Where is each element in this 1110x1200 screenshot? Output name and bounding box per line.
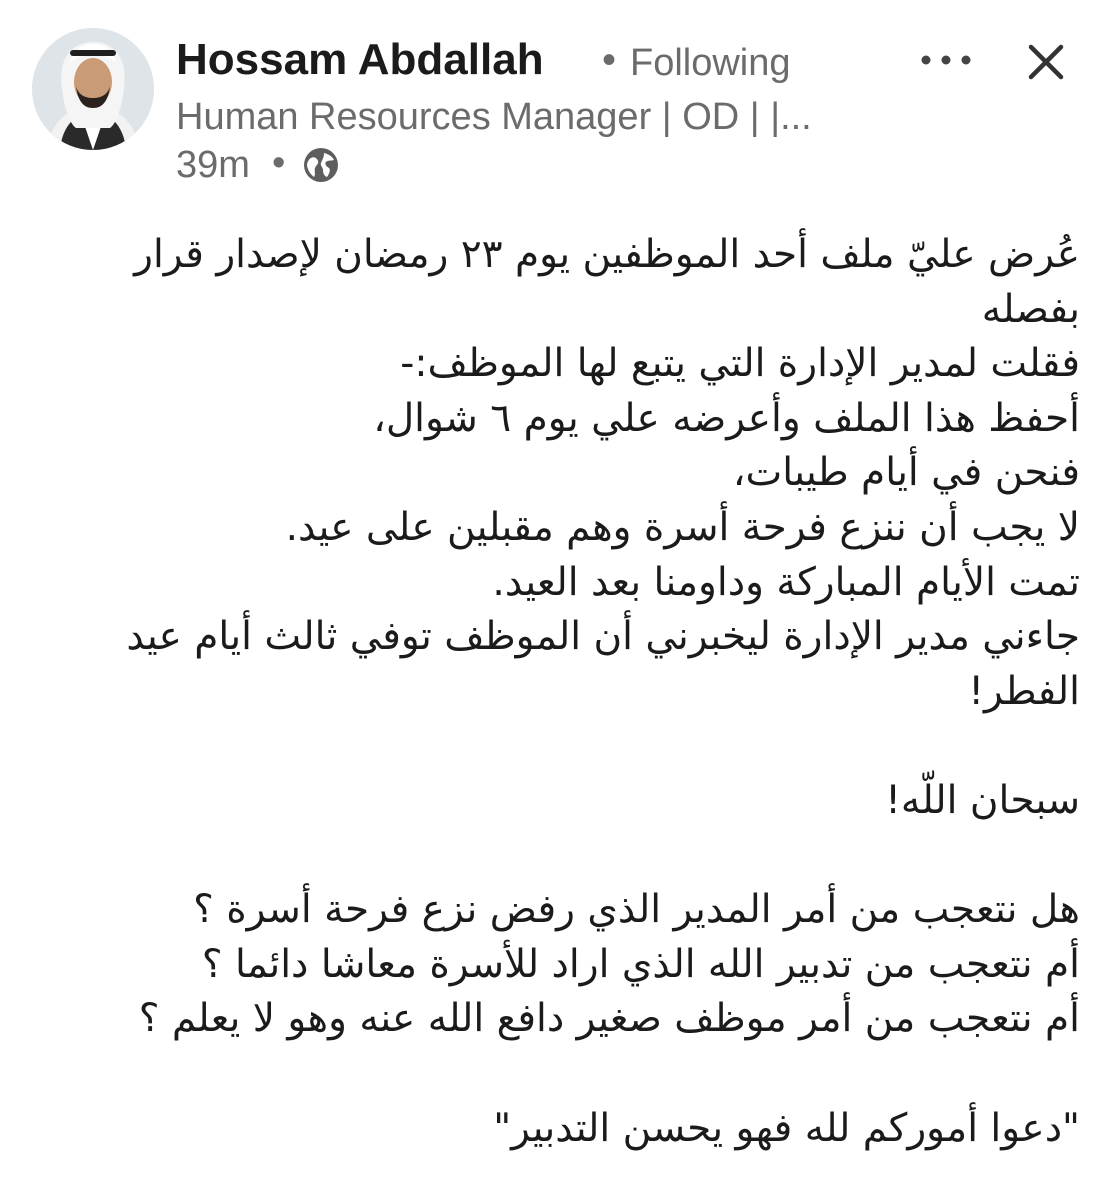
follow-separator: •	[602, 38, 617, 82]
author-name[interactable]: Hossam Abdallah	[176, 35, 544, 84]
post-blank-line	[30, 829, 1080, 884]
avatar-photo-icon	[32, 28, 154, 150]
post-line: لا يجب أن ننزع فرحة أسرة وهم مقبلين على عيد.	[285, 504, 1080, 550]
post-line: "دعوا أموركم لله فهو يحسن التدبير"	[493, 1105, 1080, 1151]
post-line: فقلت لمدير الإدارة التي يتبع لها الموظف:-	[400, 341, 1080, 387]
close-icon[interactable]	[1026, 42, 1066, 82]
post-line: هل نتعجب من أمر المدير الذي رفض نزع فرحة أسرة ؟	[193, 887, 1080, 933]
post-line: أم نتعجب من أمر موظف صغير دافع الله عنه وهو لا يعلم ؟	[138, 996, 1080, 1042]
following-status[interactable]: Following	[630, 42, 791, 84]
post-blank-line	[30, 719, 1080, 774]
author-avatar[interactable]	[32, 28, 154, 150]
time-separator: •	[272, 142, 286, 184]
post-line: بفصله	[981, 286, 1080, 332]
post-line: سبحان اللّه!	[885, 777, 1080, 823]
post-line: عُرض عليّ ملف أحد الموظفين يوم ٢٣ رمضان لإصدار قرار	[134, 232, 1080, 277]
globe-icon	[302, 146, 340, 184]
post-line: الفطر!	[968, 668, 1080, 714]
post-line: أحفظ هذا الملف وأعرضه علي يوم ٦ شوال،	[373, 395, 1080, 441]
post-line: تمت الأيام المباركة وداومنا بعد العيد.	[492, 559, 1080, 605]
more-horizontal-icon[interactable]	[918, 46, 974, 74]
post-line: أم نتعجب من تدبير الله الذي اراد للأسرة معاشا دائما ؟	[201, 941, 1080, 987]
post-body-text	[30, 228, 1080, 1156]
author-headline: Human Resources Manager | OD | |...	[176, 96, 812, 138]
post-timestamp[interactable]: 39m	[176, 144, 250, 186]
post-line: جاءني مدير الإدارة ليخبرني أن الموظف توفي ثالث أيام عيد	[126, 614, 1080, 660]
post-blank-line	[30, 1047, 1080, 1102]
post-line: فنحن في أيام طيبات،	[732, 450, 1080, 496]
